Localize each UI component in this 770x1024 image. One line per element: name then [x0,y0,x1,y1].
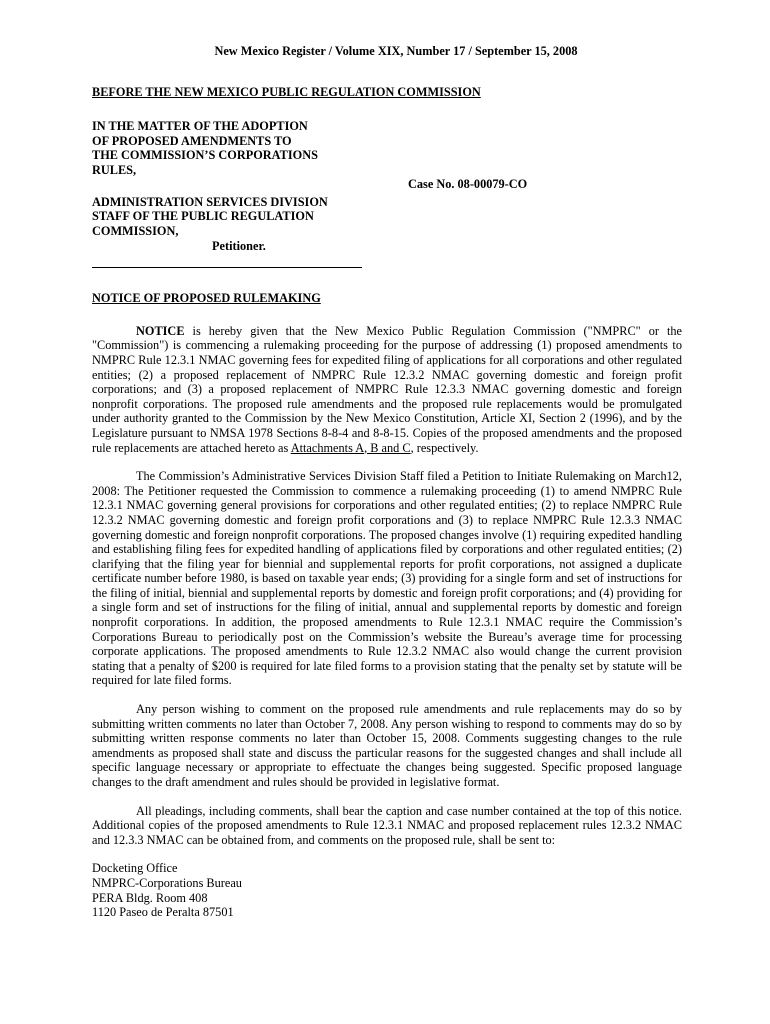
matter-line: THE COMMISSION’S CORPORATIONS [92,148,318,163]
party-line: STAFF OF THE PUBLIC REGULATION [92,209,314,224]
party-line: ADMINISTRATION SERVICES DIVISION [92,194,328,209]
document-page [92,44,682,920]
matter-line: IN THE MATTER OF THE ADOPTION [92,119,308,134]
address-line: NMPRC-Corporations Bureau [92,875,242,890]
party-line: COMMISSION, [92,223,179,238]
notice-paragraph-2: The Commission’s Administrative Services Division Staff filed a Petition to Initiate Rulemaking on March12, 2008: The Petitioner requested the Commission to commence a rulemaking proceeding (1) to amend NMPRC Rule 12.3.1 NMAC governing general provisions for corporations and other regulated entities; (2) to replace NMPRC Rule 12.3.2 NMAC governing domestic and foreign profit corporations and (3) to replace NMPRC Rule 12.3.3 NMAC governing domestic and foreign nonprofit corporations. The proposed changes involve (1) requiring expedited handling and establishing filing fees for expedited handling of applications filed by corporations and other regulated entities; (2) clarifying that the filing year for biennial and supplemental reports for profit corporations, not assigned a duplicate certificate number before 1980, is based on taxable year ends; (3) providing for a single form and set of instructions for the filing of initial, biennial and supplemental reports by domestic and foreign profit corporations; and (4) providing for a single form and set of instructions for the filing of initial, annual and supplemental reports by domestic and foreign nonprofit corporations. In addition, the proposed amendments to Rule 12.3.1 NMAC require the Commission’s Corporations Bureau to periodically post on the Commission’s website the Bureau’s average time for processing corporate applications. The proposed amendments to Rule 12.3.2 NMAC also would change the current provision stating that a penalty of $200 is required for late filed forms to a provision stating that the penalty set by statute will be required for late filed forms. [92,469,682,688]
notice-lead: NOTICE [136,323,185,338]
notice-paragraph-3: Any person wishing to comment on the proposed rule amendments and rule replacements may do so by submitting written comments no later than October 7, 2008. Any person wishing to respond to comments may do so by submitting written response comments no later than October 15, 2008. Comments suggesting changes to the rule amendments as proposed shall state and discuss the particular reasons for the suggested changes and shall include all specific language necessary or appropriate to effectuate the changes being suggested. Specific proposed language changes to the draft amendment and rules should be provided in legislative format. [92,702,682,789]
caption-parties [92,119,362,254]
case-caption [92,119,682,273]
mailing-address [92,861,682,919]
notice-end: , respectively. [410,440,479,455]
address-line: PERA Bldg. Room 408 [92,890,208,905]
attachments-reference: Attachments A, B and C [290,440,411,455]
address-line: Docketing Office [92,861,178,876]
matter-line: RULES, [92,162,137,177]
petitioner-label: Petitioner. [212,239,266,254]
address-line: 1120 Paseo de Peralta 87501 [92,905,234,920]
matter-line: OF PROPOSED AMENDMENTS TO [92,133,292,148]
notice-title: NOTICE OF PROPOSED RULEMAKING [92,291,321,306]
case-number: Case No. 08-00079-CO [408,177,528,192]
notice-paragraph-4: All pleadings, including comments, shall bear the caption and case number contained at the top of this notice. Additional copies of the proposed amendments to Rule 12.3.1 NMAC and proposed replacement rules 12.3.2 NMAC and 12.3.3 NMAC can be obtained from, and comments on the proposed rule, shall be sent to: [92,803,682,847]
notice-body: is hereby given that the New Mexico Public Regulation Commission ("NMPRC" or the "Commission") is commencing a rulemaking proceeding for the purpose of addressing (1) proposed amendments to NMPRC Rule 12.3.1 NMAC governing fees for expedited filing of applications for all corporations and other regulated entities; (2) a proposed replacement of NMPRC Rule 12.3.2 NMAC governing domestic and foreign profit corporations; and (3) a proposed replacement of NMPRC Rule 12.3.3 NMAC governing domestic and foreign nonprofit corporations. The proposed rule amendments and the proposed rule replacements would be promulgated under authority granted to the Commission by the New Mexico Constitution, Article XI, Section 2 (1996), and by the Legislature pursuant to NMSA 1978 Sections 8-8-4 and 8-8-15. Copies of the proposed amendments and the proposed rule replacements are attached hereto as [92,323,682,455]
register-header: New Mexico Register / Volume XIX, Number 17 / September 15, 2008 [214,44,578,58]
notice-paragraph-1 [92,324,682,455]
caption-divider [92,267,362,268]
court-heading: BEFORE THE NEW MEXICO PUBLIC REGULATION COMMISSION [92,84,481,99]
